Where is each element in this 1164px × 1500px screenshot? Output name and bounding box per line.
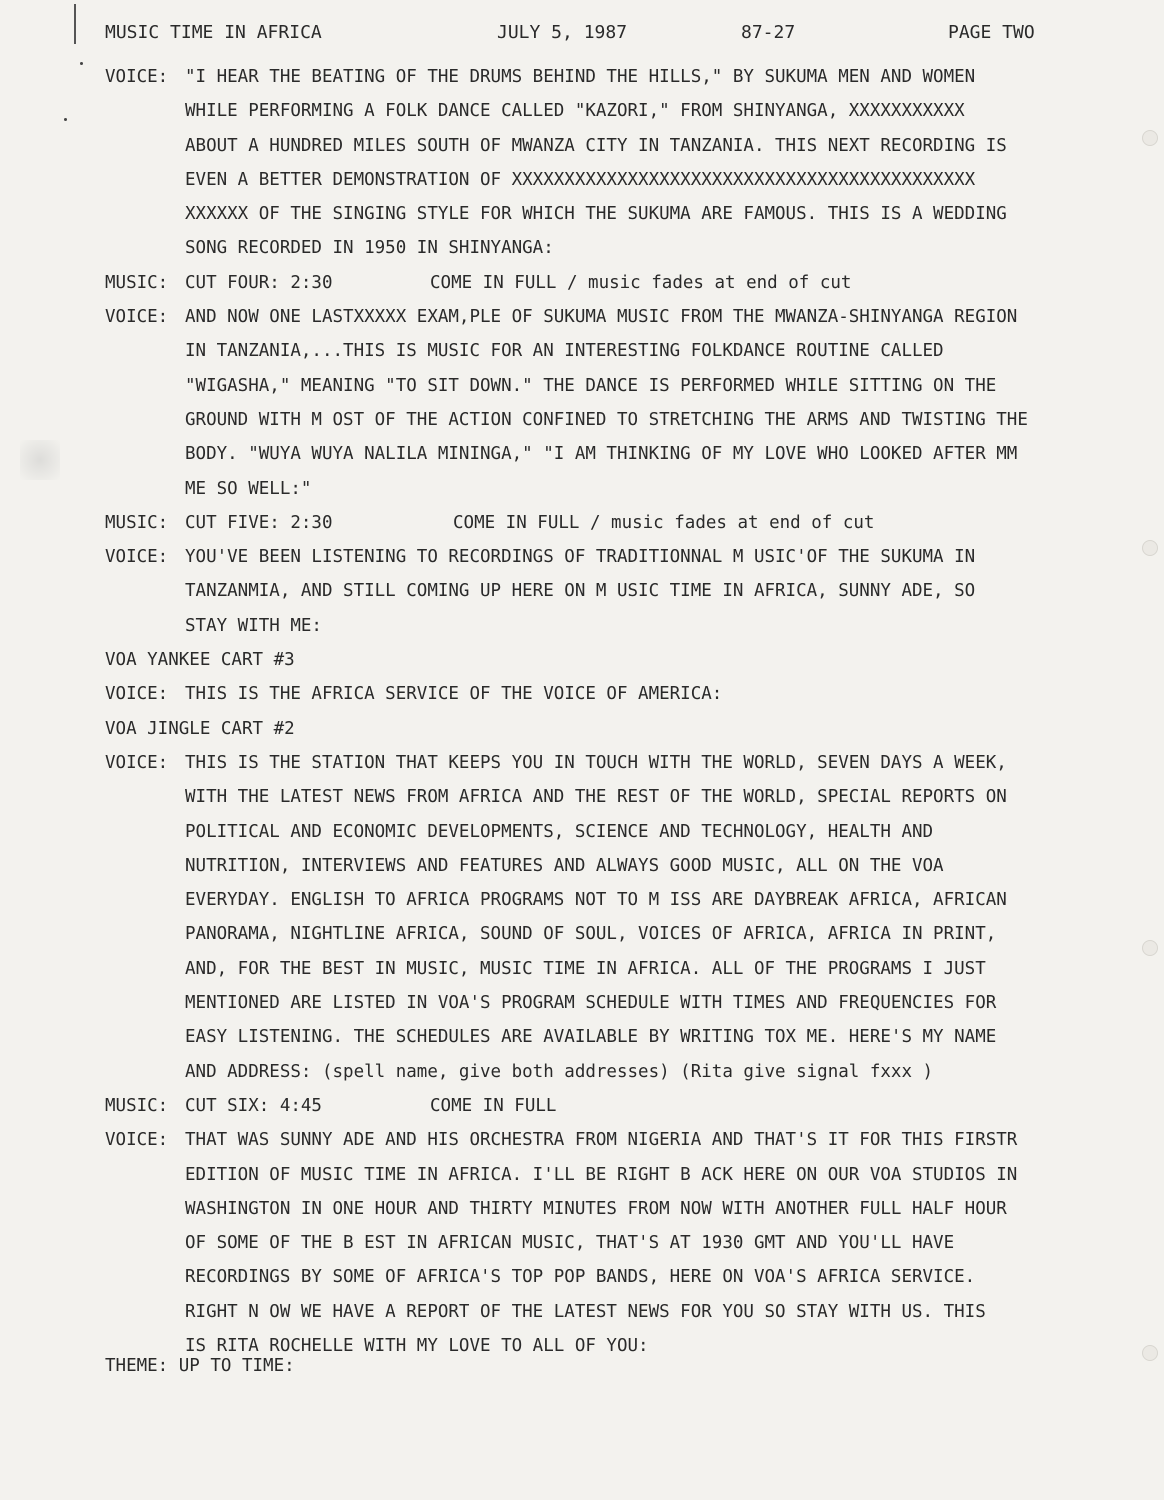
music-note: COME IN FULL / music fades at end of cut	[430, 272, 852, 293]
program-title: MUSIC TIME IN AFRICA	[105, 22, 322, 43]
entry-label: MUSIC:	[105, 1095, 169, 1116]
script-line: THIS IS THE STATION THAT KEEPS YOU IN TOUCH WITH THE WORLD, SEVEN DAYS A WEEK,	[185, 752, 1007, 773]
script-line: IS RITA ROCHELLE WITH MY LOVE TO ALL OF YOU:	[185, 1335, 649, 1356]
script-line: OF SOME OF THE B EST IN AFRICAN MUSIC, THAT'S AT 1930 GMT AND YOU'LL HAVE	[185, 1233, 955, 1254]
entry-label: VOICE:	[105, 684, 169, 705]
music-cue: CUT FOUR: 2:30	[185, 272, 333, 293]
script-line: WHILE PERFORMING A FOLK DANCE CALLED "KAZORI," FROM SHINYANGA, XXXXXXXXXXX	[185, 101, 965, 122]
page-number: PAGE TWO	[948, 22, 1035, 43]
script-line: WASHINGTON IN ONE HOUR AND THIRTY MINUTES FROM NOW WITH ANOTHER FULL HALF HOUR	[185, 1198, 1007, 1219]
script-line: ME SO WELL:"	[185, 478, 312, 499]
music-note: COME IN FULL / music fades at end of cut	[453, 512, 875, 533]
voice-entry	[105, 60, 1135, 266]
script-line: EVERYDAY. ENGLISH TO AFRICA PROGRAMS NOT TO M ISS ARE DAYBREAK AFRICA, AFRICAN	[185, 890, 1007, 911]
script-line: AND, FOR THE BEST IN MUSIC, MUSIC TIME IN AFRICA. ALL OF THE PROGRAMS I JUST	[185, 958, 986, 979]
script-line: WITH THE LATEST NEWS FROM AFRICA AND THE REST OF THE WORLD, SPECIAL REPORTS ON	[185, 787, 1007, 808]
theme-text: UP TO TIME:	[178, 1356, 295, 1376]
script-line: THAT WAS SUNNY ADE AND HIS ORCHESTRA FROM NIGERIA AND THAT'S IT FOR THIS FIRSTR	[185, 1130, 1018, 1151]
script-line: SONG RECORDED IN 1950 IN SHINYANGA:	[185, 238, 554, 259]
script-line: "I HEAR THE BEATING OF THE DRUMS BEHIND THE HILLS," BY SUKUMA MEN AND WOMEN	[185, 67, 976, 87]
script-line: EVEN A BETTER DEMONSTRATION OF XXXXXXXXXXXXXXXXXXXXXXXXXXXXXXXXXXXXXXXXXXXX	[185, 169, 976, 190]
voice-entry	[105, 1123, 1135, 1363]
page-header	[105, 22, 1065, 52]
script-line: AND NOW ONE LASTXXXXX EXAM,PLE OF SUKUMA MUSIC FROM THE MWANZA-SHINYANGA REGION	[185, 307, 1018, 328]
script-line: RECORDINGS BY SOME OF AFRICA'S TOP POP BANDS, HERE ON VOA'S AFRICA SERVICE.	[185, 1267, 976, 1288]
music-entry	[105, 506, 1135, 540]
scan-smudge	[20, 440, 60, 480]
script-line: BODY. "WUYA WUYA NALILA MININGA," "I AM THINKING OF MY LOVE WHO LOOKED AFTER MM	[185, 444, 1018, 465]
script-line: POLITICAL AND ECONOMIC DEVELOPMENTS, SCIENCE AND TECHNOLOGY, HEALTH AND	[185, 821, 934, 842]
script-line: EASY LISTENING. THE SCHEDULES ARE AVAILABLE BY WRITING TOX ME. HERE'S MY NAME	[185, 1027, 997, 1048]
punch-hole	[1142, 540, 1158, 556]
punch-hole	[1142, 1345, 1158, 1361]
script-line: XXXXXX OF THE SINGING STYLE FOR WHICH THE SUKUMA ARE FAMOUS. THIS IS A WEDDING	[185, 204, 1007, 225]
script-line: THIS IS THE AFRICA SERVICE OF THE VOICE OF AMERICA:	[185, 684, 723, 705]
script-line: EDITION OF MUSIC TIME IN AFRICA. I'LL BE RIGHT B ACK HERE ON OUR VOA STUDIOS IN	[185, 1164, 1018, 1185]
script-line: GROUND WITH M OST OF THE ACTION CONFINED TO STRETCHING THE ARMS AND TWISTING THE	[185, 409, 1028, 430]
voice-entry	[105, 540, 1135, 643]
margin-mark	[74, 4, 76, 44]
entry-label: VOICE:	[105, 752, 169, 773]
music-cue: CUT SIX: 4:45	[185, 1095, 322, 1116]
music-entry	[105, 266, 1135, 300]
punch-hole	[1142, 130, 1158, 146]
script-line: PANORAMA, NIGHTLINE AFRICA, SOUND OF SOUL, VOICES OF AFRICA, AFRICA IN PRINT,	[185, 924, 997, 945]
margin-dot	[64, 118, 67, 121]
music-entry	[105, 1089, 1135, 1123]
entry-label: VOICE:	[105, 1130, 169, 1151]
script-line: RIGHT N OW WE HAVE A REPORT OF THE LATEST NEWS FOR YOU SO STAY WITH US. THIS	[185, 1301, 986, 1322]
music-cue: CUT FIVE: 2:30	[185, 512, 333, 533]
entry-label: VOICE:	[105, 547, 169, 568]
theme-entry	[105, 1356, 295, 1376]
entry-label: MUSIC:	[105, 272, 169, 293]
entry-label: VOICE:	[105, 67, 169, 87]
script-line: AND ADDRESS: (spell name, give both addresses) (Rita give signal fxxx )	[185, 1061, 934, 1082]
voice-entry	[105, 300, 1135, 506]
script-line: "WIGASHA," MEANING "TO SIT DOWN." THE DANCE IS PERFORMED WHILE SITTING ON THE	[185, 375, 997, 396]
script-body	[105, 60, 1135, 1363]
script-line: NUTRITION, INTERVIEWS AND FEATURES AND ALWAYS GOOD MUSIC, ALL ON THE VOA	[185, 855, 944, 876]
script-line: YOU'VE BEEN LISTENING TO RECORDINGS OF TRADITIONNAL M USIC'OF THE SUKUMA IN	[185, 547, 976, 568]
entry-label: MUSIC:	[105, 512, 169, 533]
music-note: COME IN FULL	[430, 1095, 557, 1116]
script-line: IN TANZANIA,...THIS IS MUSIC FOR AN INTERESTING FOLKDANCE ROUTINE CALLED	[185, 341, 944, 362]
program-number: 87-27	[741, 22, 796, 43]
entry-label: VOICE:	[105, 307, 169, 328]
voice-entry	[105, 677, 1135, 711]
script-line: TANZANMIA, AND STILL COMING UP HERE ON M USIC TIME IN AFRICA, SUNNY ADE, SO	[185, 581, 976, 602]
script-line: ABOUT A HUNDRED MILES SOUTH OF MWANZA CITY IN TANZANIA. THIS NEXT RECORDING IS	[185, 135, 1007, 156]
broadcast-date: JULY 5, 1987	[497, 22, 628, 43]
cart-cue: VOA JINGLE CART #2	[105, 718, 295, 739]
cart-cue: VOA YANKEE CART #3	[105, 650, 295, 671]
script-line: MENTIONED ARE LISTED IN VOA'S PROGRAM SCHEDULE WITH TIMES AND FREQUENCIES FOR	[185, 993, 997, 1014]
voice-entry	[105, 746, 1135, 1089]
margin-dot	[80, 62, 83, 65]
entry-label: THEME:	[105, 1356, 169, 1376]
script-line: STAY WITH ME:	[185, 615, 322, 636]
punch-hole	[1142, 940, 1158, 956]
